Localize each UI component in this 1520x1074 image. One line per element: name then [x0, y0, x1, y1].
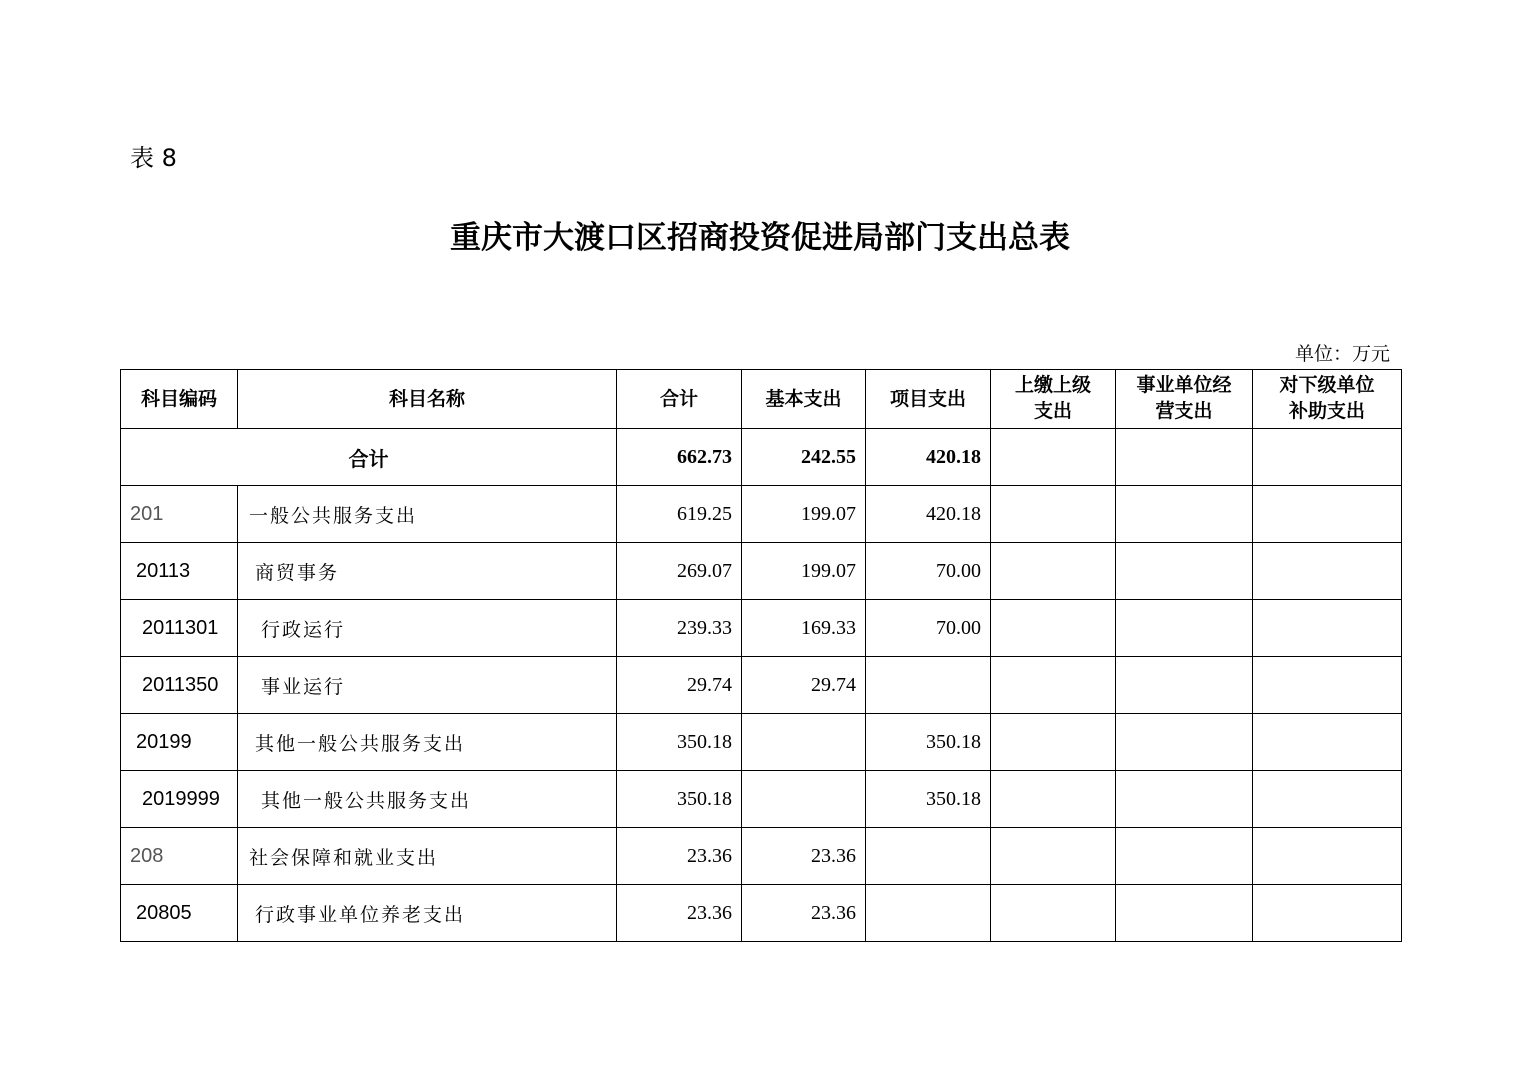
cell-subsidy: [1253, 486, 1402, 543]
table-row: [121, 600, 1402, 657]
total-row-total: 662.73: [617, 429, 742, 486]
expenditure-table: [120, 369, 1402, 942]
table-row: [121, 657, 1402, 714]
cell-project: 70.00: [866, 600, 991, 657]
cell-remit: [991, 657, 1116, 714]
total-row: [121, 429, 1402, 486]
cell-basic: 29.74: [742, 657, 866, 714]
cell-name: 事业运行: [238, 657, 617, 714]
column-header-subsidy: [1253, 370, 1402, 429]
cell-project: 350.18: [866, 771, 991, 828]
column-header-basic: 基本支出: [742, 370, 866, 429]
cell-name: 商贸事务: [238, 543, 617, 600]
cell-code: 2011301: [121, 600, 238, 657]
table-body: [121, 370, 1402, 942]
column-header-remit-line2: 支出: [1033, 400, 1072, 422]
cell-remit: [991, 543, 1116, 600]
cell-project: [866, 885, 991, 942]
cell-remit: [991, 600, 1116, 657]
unit-label: 单位：万元: [1294, 343, 1390, 365]
table-row: [121, 714, 1402, 771]
cell-total: 619.25: [617, 486, 742, 543]
cell-code: 20805: [121, 885, 238, 942]
table-row: [121, 828, 1402, 885]
cell-business: [1116, 714, 1253, 771]
column-header-remit: [991, 370, 1116, 429]
cell-subsidy: [1253, 828, 1402, 885]
cell-remit: [991, 714, 1116, 771]
cell-project: [866, 828, 991, 885]
cell-code: 201: [121, 486, 238, 543]
cell-business: [1116, 600, 1253, 657]
column-header-project: 项目支出: [866, 370, 991, 429]
total-row-business: [1116, 429, 1253, 486]
cell-code: 20199: [121, 714, 238, 771]
column-header-business: [1116, 370, 1253, 429]
cell-remit: [991, 486, 1116, 543]
page-title: 重庆市大渡口区招商投资促进局部门支出总表: [450, 220, 1070, 256]
column-header-name: 科目名称: [238, 370, 617, 429]
cell-total: 350.18: [617, 771, 742, 828]
cell-basic: 199.07: [742, 486, 866, 543]
cell-total: 269.07: [617, 543, 742, 600]
cell-project: 350.18: [866, 714, 991, 771]
cell-code: 20113: [121, 543, 238, 600]
cell-business: [1116, 543, 1253, 600]
cell-name: 其他一般公共服务支出: [238, 714, 617, 771]
table-number-label: 表 8: [130, 144, 177, 172]
cell-name: 行政事业单位养老支出: [238, 885, 617, 942]
cell-business: [1116, 657, 1253, 714]
table-row: [121, 885, 1402, 942]
cell-name: 其他一般公共服务支出: [238, 771, 617, 828]
cell-business: [1116, 486, 1253, 543]
column-header-business-line1: 事业单位经: [1136, 374, 1232, 396]
cell-name: 社会保障和就业支出: [238, 828, 617, 885]
total-row-basic: 242.55: [742, 429, 866, 486]
table-row: [121, 543, 1402, 600]
cell-subsidy: [1253, 885, 1402, 942]
cell-total: 23.36: [617, 828, 742, 885]
cell-project: [866, 657, 991, 714]
total-row-project: 420.18: [866, 429, 991, 486]
column-header-subsidy-line1: 对下级单位: [1279, 374, 1375, 396]
cell-basic: 199.07: [742, 543, 866, 600]
cell-business: [1116, 885, 1253, 942]
cell-total: 239.33: [617, 600, 742, 657]
table-row: [121, 771, 1402, 828]
cell-basic: 169.33: [742, 600, 866, 657]
cell-code: 208: [121, 828, 238, 885]
cell-basic: 23.36: [742, 828, 866, 885]
column-header-business-line2: 营支出: [1155, 400, 1213, 422]
table-header-row: [121, 370, 1402, 429]
cell-project: 70.00: [866, 543, 991, 600]
cell-code: 2019999: [121, 771, 238, 828]
cell-remit: [991, 771, 1116, 828]
cell-business: [1116, 771, 1253, 828]
cell-basic: [742, 771, 866, 828]
cell-total: 23.36: [617, 885, 742, 942]
cell-code: 2011350: [121, 657, 238, 714]
cell-subsidy: [1253, 543, 1402, 600]
total-row-remit: [991, 429, 1116, 486]
cell-subsidy: [1253, 714, 1402, 771]
column-header-total: 合计: [617, 370, 742, 429]
table-row: [121, 486, 1402, 543]
cell-name: 一般公共服务支出: [238, 486, 617, 543]
cell-name: 行政运行: [238, 600, 617, 657]
cell-remit: [991, 885, 1116, 942]
column-header-code: 科目编码: [121, 370, 238, 429]
cell-project: 420.18: [866, 486, 991, 543]
cell-basic: 23.36: [742, 885, 866, 942]
total-row-subsidy: [1253, 429, 1402, 486]
column-header-subsidy-line2: 补助支出: [1288, 400, 1365, 422]
cell-subsidy: [1253, 771, 1402, 828]
cell-remit: [991, 828, 1116, 885]
column-header-remit-line1: 上缴上级: [1014, 374, 1091, 396]
cell-subsidy: [1253, 657, 1402, 714]
cell-subsidy: [1253, 600, 1402, 657]
total-row-label: 合计: [121, 429, 617, 486]
cell-basic: [742, 714, 866, 771]
cell-business: [1116, 828, 1253, 885]
cell-total: 350.18: [617, 714, 742, 771]
cell-total: 29.74: [617, 657, 742, 714]
